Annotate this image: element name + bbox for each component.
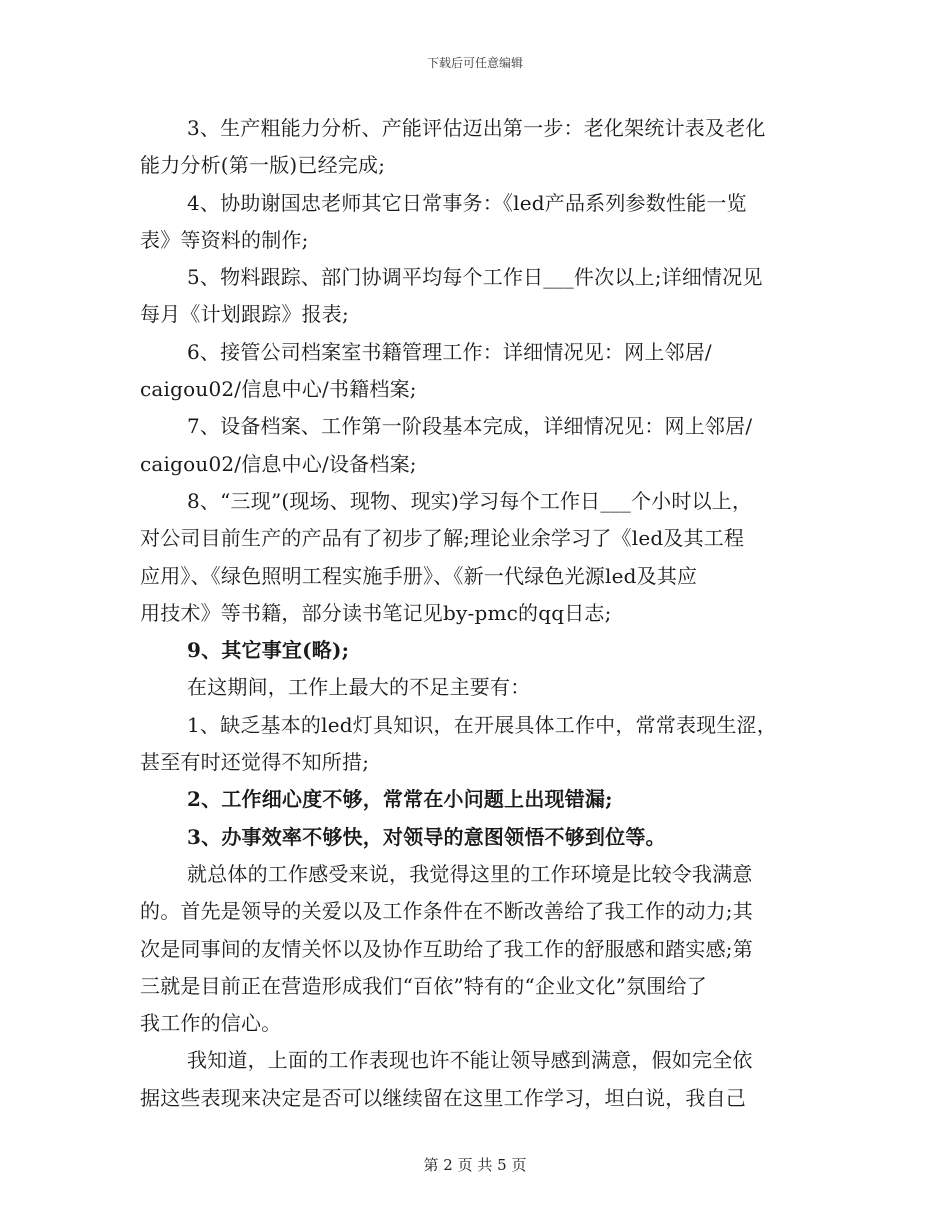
body-line: 表》等资料的制作; (140, 227, 309, 252)
body-line: 据这些表现来决定是否可以继续留在这里工作学习，坦白说，我自己 (140, 1085, 746, 1110)
body-line: 甚至有时还觉得不知所措; (140, 750, 370, 775)
body-line: caigou02/信息中心/设备档案; (140, 451, 417, 476)
body-line: 我知道，上面的工作表现也许不能让领导感到满意，假如完全依 (187, 1048, 753, 1073)
body-line: 能力分析(第一版)已经完成; (140, 153, 386, 178)
body-line: 我工作的信心。 (140, 1011, 282, 1036)
document-body (140, 110, 820, 1117)
body-line: 3、生产粗能力分析、产能评估迈出第一步：老化架统计表及老化 (187, 116, 766, 140)
body-line: 应用》、《绿色照明工程实施手册》、《新一代绿色光源led及其应 (140, 563, 698, 588)
body-line: 1、缺乏基本的led灯具知识，在开展具体工作中，常常表现生涩， (187, 712, 777, 737)
body-line: 三就是目前正在营造形成我们“百依”特有的“企业文化”氛围给了 (140, 973, 707, 998)
body-line: 7、设备档案、工作第一阶段基本完成，详细情况见：网上邻居/ (187, 414, 753, 439)
body-line: 就总体的工作感受来说，我觉得这里的工作环境是比较令我满意 (187, 861, 753, 886)
body-line: caigou02/信息中心/书籍档案; (140, 377, 417, 402)
body-line-bold: 3、办事效率不够快，对领导的意图领悟不够到位等。 (187, 824, 666, 849)
body-line-bold: 2、工作细心度不够，常常在小问题上出现错漏; (187, 787, 613, 812)
body-line: 的。首先是领导的关爱以及工作条件在不断改善给了我工作的动力;其 (140, 899, 753, 924)
body-line-bold: 9、其它事宜(略); (187, 638, 350, 663)
body-line: 用技术》等书籍，部分读书笔记见by-pmc的qq日志; (140, 600, 612, 625)
page-header: 下载后可任意编辑 (426, 56, 523, 70)
page-footer: 第 2 页 共 5 页 (423, 1156, 527, 1174)
body-line: 在这期间，工作上最大的不足主要有： (187, 675, 531, 700)
body-line: 每月《计划跟踪》报表; (140, 302, 349, 327)
body-line: 次是同事间的友情关怀以及协作互助给了我工作的舒服感和踏实感;第 (140, 936, 753, 961)
body-line: 5、物料跟踪、部门协调平均每个工作日___件次以上;详细情况见 (187, 265, 763, 290)
body-line: 4、协助谢国忠老师其它日常事务：《led产品系列参数性能一览 (187, 190, 747, 215)
body-line: 6、接管公司档案室书籍管理工作：详细情况见：网上邻居/ (187, 339, 712, 364)
body-line: 对公司目前生产的产品有了初步了解;理论业余学习了《led及其工程 (140, 526, 745, 551)
body-line: 8、“三现”(现场、现物、现实)学习每个工作日___个小时以上， (187, 488, 753, 513)
